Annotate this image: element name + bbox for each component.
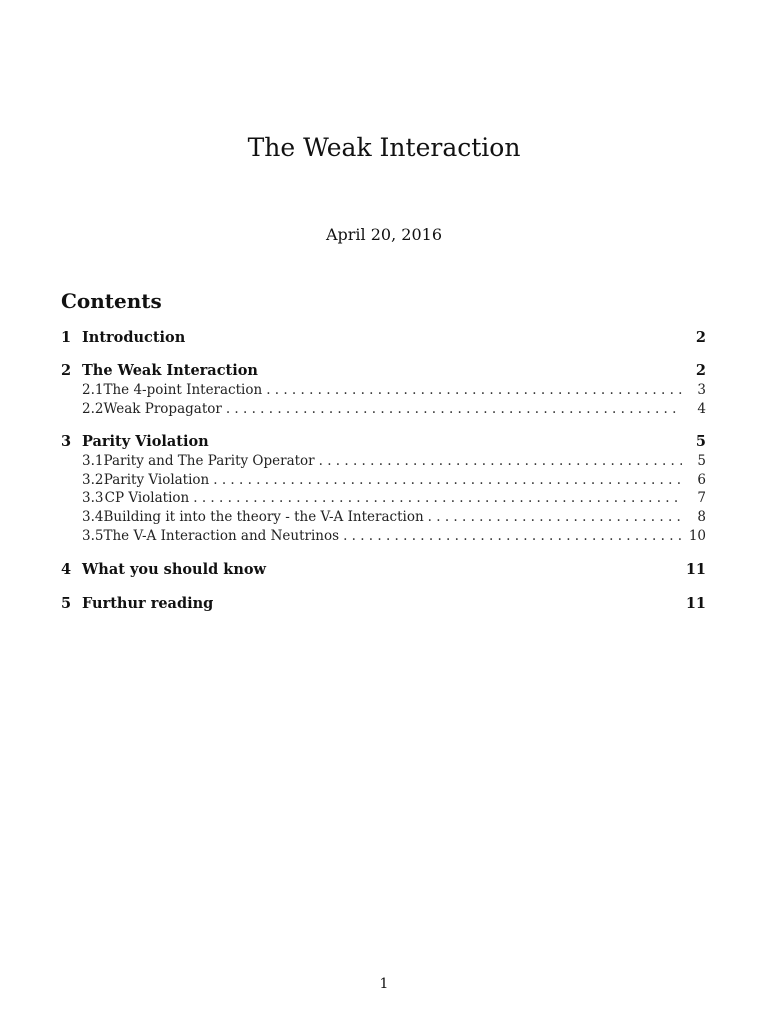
toc-number: 2.2 [82,401,104,417]
toc-section-further-reading[interactable] [61,595,706,612]
toc-number: 4 [61,561,72,578]
document-title: The Weak Interaction [247,133,521,162]
toc-page: 7 [697,490,706,506]
toc-leader [226,401,682,417]
toc-title[interactable]: The Weak Interaction [82,362,258,379]
toc-title[interactable]: Weak Propagator [103,401,222,417]
toc-title[interactable]: Building it into the theory - the V-A Interaction [103,509,424,525]
toc-title[interactable]: What you should know [82,561,267,578]
toc-number: 5 [61,595,72,612]
toc-page: 5 [695,433,706,450]
toc-title[interactable]: CP Violation [104,490,190,506]
toc-subsection-parity-operator[interactable] [61,453,706,469]
toc-page: 11 [685,561,706,578]
toc-leader [428,509,682,525]
toc-number: 3 [61,433,72,450]
toc-number: 3.4 [82,509,104,525]
toc-leader [213,472,682,488]
toc-page: 3 [697,382,706,398]
toc-number: 3.3 [82,490,104,506]
toc-number: 2 [61,362,72,379]
toc-title[interactable]: Furthur reading [82,595,214,612]
toc-section-parity-violation[interactable] [61,433,706,450]
toc-page: 11 [685,595,706,612]
toc-number: 2.1 [82,382,104,398]
toc-leader [193,490,682,506]
toc-section-introduction[interactable] [61,329,706,346]
toc-number: 3.2 [82,472,104,488]
toc-subsection-cp-violation[interactable] [61,490,706,506]
toc-page: 8 [697,509,706,525]
toc-number: 3.5 [82,528,104,544]
toc-title[interactable]: The 4-point Interaction [103,382,263,398]
toc-title[interactable]: Parity Violation [103,472,210,488]
toc-leader [343,528,682,544]
toc-page: 4 [697,401,706,417]
toc-subsection-parity-violation[interactable] [61,472,706,488]
toc-title[interactable]: Introduction [82,329,186,346]
toc-subsection-weak-propagator[interactable] [61,401,706,417]
toc-page: 2 [695,329,706,346]
toc-page: 10 [688,528,706,544]
document-date: April 20, 2016 [325,225,442,244]
toc-page: 5 [697,453,706,469]
toc-subsection-v-a-neutrinos[interactable] [61,528,706,544]
toc-leader [319,453,682,469]
page-number: 1 [379,976,389,992]
toc-section-weak-interaction[interactable] [61,362,706,379]
toc-subsection-v-a-theory[interactable] [61,509,706,525]
toc-heading: Contents [61,289,162,313]
toc-number: 3.1 [82,453,104,469]
toc-leader [266,382,682,398]
toc-title[interactable]: Parity and The Parity Operator [103,453,315,469]
toc-page: 6 [697,472,706,488]
toc-number: 1 [61,329,72,346]
toc-title[interactable]: The V-A Interaction and Neutrinos [103,528,340,544]
toc-page: 2 [695,362,706,379]
toc-subsection-4-point-interaction[interactable] [61,382,706,398]
toc-section-what-you-should-know[interactable] [61,561,706,578]
toc-title[interactable]: Parity Violation [82,433,209,450]
